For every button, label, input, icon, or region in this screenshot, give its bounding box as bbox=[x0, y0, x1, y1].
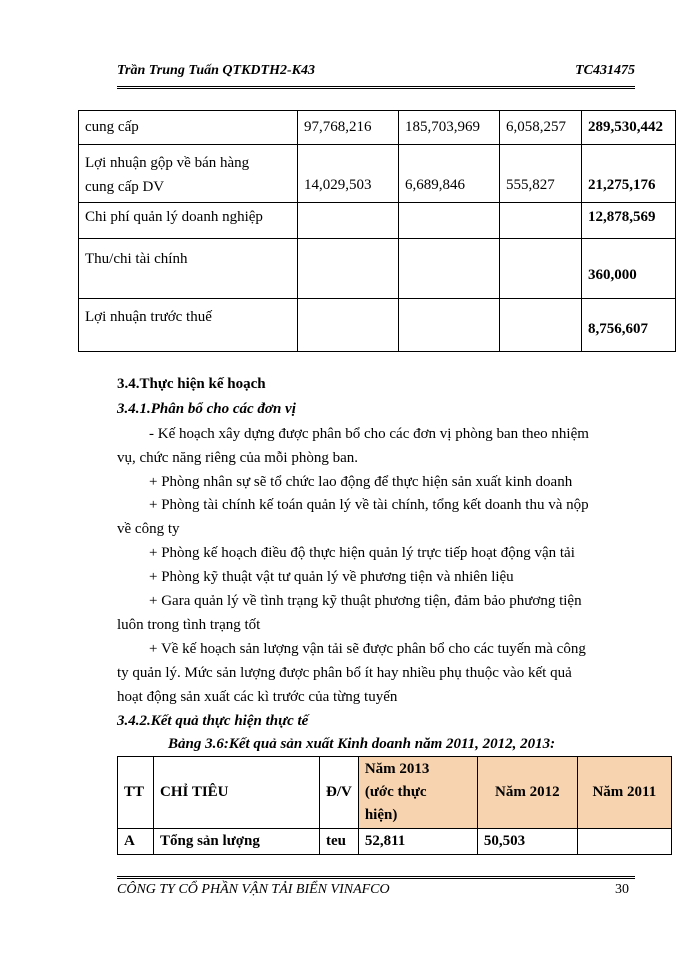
header-rule bbox=[117, 88, 635, 89]
results-table bbox=[117, 756, 672, 855]
header-cell: Năm 2012 bbox=[477, 757, 577, 829]
cell: 6,689,846 bbox=[399, 145, 500, 203]
cell: 185,703,969 bbox=[399, 111, 500, 145]
row-label: Lợi nhuận trước thuế bbox=[79, 299, 298, 352]
footer-rule bbox=[117, 876, 635, 877]
body-line: + Phòng kỹ thuật vật tư quản lý về phương tiện và nhiên liệu bbox=[149, 569, 514, 585]
subsection-heading: 3.4.1.Phân bổ cho các đơn vị bbox=[117, 401, 296, 417]
body-line: luôn trong tình trạng tốt bbox=[117, 617, 261, 633]
header-line: (ước thực bbox=[364, 784, 427, 800]
header-cell: TT bbox=[118, 757, 154, 829]
cell-total: 360,000 bbox=[582, 239, 676, 299]
body-line: vụ, chức năng riêng của mỗi phòng ban. bbox=[117, 450, 358, 466]
header-cell: Năm 2011 bbox=[577, 757, 671, 829]
header-rule bbox=[117, 86, 635, 87]
table-row bbox=[79, 145, 676, 203]
cell-total: 12,878,569 bbox=[582, 203, 676, 239]
cell bbox=[298, 203, 399, 239]
cell: 97,768,216 bbox=[298, 111, 399, 145]
cell bbox=[500, 203, 582, 239]
author-line: Trần Trung Tuấn QTKDTH2-K43 bbox=[117, 63, 315, 78]
cell bbox=[399, 239, 500, 299]
cell bbox=[500, 239, 582, 299]
row-label: Thu/chi tài chính bbox=[79, 239, 298, 299]
table-row bbox=[79, 239, 676, 299]
cell-total: 8,756,607 bbox=[582, 299, 676, 352]
cell: 6,058,257 bbox=[500, 111, 582, 145]
body-line: + Về kế hoạch sản lượng vận tải sẽ được phân bổ cho các tuyến mà công bbox=[149, 641, 586, 657]
table-header-row bbox=[118, 757, 672, 829]
cell bbox=[399, 299, 500, 352]
table-row bbox=[79, 203, 676, 239]
cell: 14,029,503 bbox=[298, 145, 399, 203]
table-row bbox=[118, 829, 672, 855]
cell: teu bbox=[320, 829, 359, 855]
body-line: ty quản lý. Mức sản lượng được phân bổ ít hay nhiều phụ thuộc vào kết quả bbox=[117, 665, 572, 681]
row-label: cung cấp bbox=[79, 111, 298, 145]
body-line: + Gara quản lý về tình trạng kỹ thuật phương tiện, đảm bảo phương tiện bbox=[149, 593, 582, 609]
cell bbox=[399, 203, 500, 239]
cell bbox=[577, 829, 671, 855]
header-line: Năm 2013 bbox=[364, 761, 430, 777]
cell: A bbox=[118, 829, 154, 855]
cell: 52,811 bbox=[358, 829, 477, 855]
cell bbox=[298, 299, 399, 352]
cell-total: 289,530,442 bbox=[582, 111, 676, 145]
body-line: về công ty bbox=[117, 521, 180, 537]
row-label: Chi phí quản lý doanh nghiệp bbox=[79, 203, 298, 239]
company-name: CÔNG TY CỔ PHẦN VẬN TẢI BIỂN VINAFCO bbox=[117, 882, 390, 897]
body-line: + Phòng nhân sự sẽ tổ chức lao động để thực hiện sản xuất kinh doanh bbox=[149, 474, 573, 490]
header-cell: Đ/V bbox=[320, 757, 359, 829]
table-title: Bảng 3.6:Kết quả sản xuất Kinh doanh năm 2011, 2012, 2013: bbox=[168, 736, 556, 752]
profit-table bbox=[78, 110, 676, 352]
page-header bbox=[117, 63, 635, 83]
row-label-line: Lợi nhuận gộp về bán hàng bbox=[85, 155, 250, 171]
subsection-heading: 3.4.2.Kết quả thực hiện thực tế bbox=[117, 713, 309, 729]
body-line: + Phòng tài chính kế toán quản lý về tài chính, tổng kết doanh thu và nộp bbox=[149, 497, 589, 513]
row-label bbox=[79, 145, 298, 203]
row-label-line: cung cấp DV bbox=[85, 179, 165, 195]
section-heading: 3.4.Thực hiện kế hoạch bbox=[117, 376, 266, 392]
header-line: hiện) bbox=[364, 807, 398, 823]
page-footer bbox=[117, 882, 635, 898]
cell bbox=[500, 299, 582, 352]
table-row bbox=[79, 111, 676, 145]
header-cell: CHỈ TIÊU bbox=[154, 757, 320, 829]
body-line: hoạt động sản xuất các kì trước của từng tuyến bbox=[117, 689, 398, 705]
cell-total: 21,275,176 bbox=[582, 145, 676, 203]
table-row bbox=[79, 299, 676, 352]
cell: 50,503 bbox=[477, 829, 577, 855]
body-line: + Phòng kế hoạch điều độ thực hiện quản lý trực tiếp hoạt động vận tải bbox=[149, 545, 575, 561]
cell: 555,827 bbox=[500, 145, 582, 203]
body-line: - Kế hoạch xây dựng được phân bổ cho các đơn vị phòng ban theo nhiệm bbox=[149, 426, 589, 442]
header-cell-2013 bbox=[358, 757, 477, 829]
cell bbox=[298, 239, 399, 299]
cell: Tổng sản lượng bbox=[154, 829, 320, 855]
page-number: 30 bbox=[615, 882, 629, 897]
footer-rule bbox=[117, 878, 635, 879]
doc-code: TC431475 bbox=[575, 63, 635, 78]
